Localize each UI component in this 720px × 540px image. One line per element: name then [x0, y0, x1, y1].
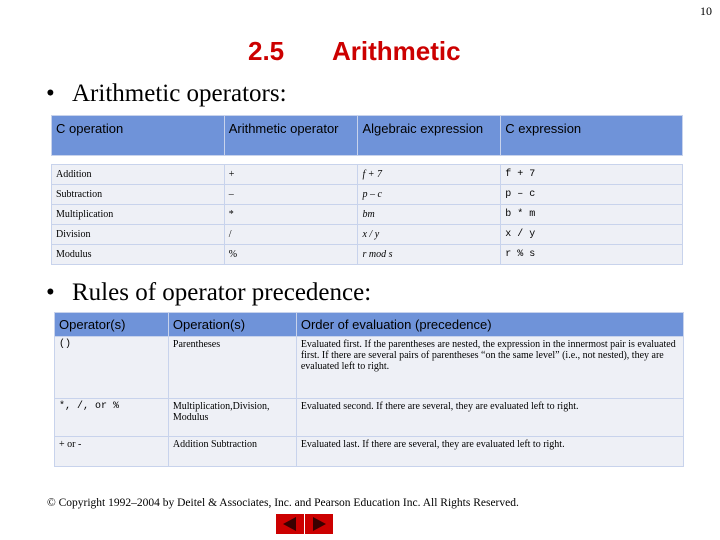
table-cell: Multiplication,Division, Modulus: [168, 399, 296, 437]
table-row: [55, 437, 684, 467]
table-cell: p – c: [358, 185, 501, 205]
column-header: Arithmetic operator: [224, 116, 358, 156]
previous-slide-button[interactable]: [276, 514, 304, 534]
table-cell: Evaluated last. If there are several, they are evaluated left to right.: [296, 437, 683, 467]
column-header: Operation(s): [168, 313, 296, 337]
column-header: Operator(s): [55, 313, 169, 337]
copyright-footer: © Copyright 1992–2004 by Deitel & Associates, Inc. and Pearson Education Inc. All Rights Reserved.: [47, 497, 519, 509]
bullet-dot: •: [46, 80, 55, 107]
table-cell: (): [55, 337, 169, 399]
table-cell: Division: [52, 225, 225, 245]
table-header-row: [55, 313, 684, 337]
column-header: C operation: [52, 116, 225, 156]
table-row: [52, 185, 683, 205]
table-row: [55, 337, 684, 399]
column-header: C expression: [501, 116, 683, 156]
triangle-right-icon: [305, 514, 333, 534]
table-row: [52, 245, 683, 265]
section-title: Arithmetic: [332, 36, 461, 66]
triangle-left-icon: [276, 514, 304, 534]
table-header-row: [52, 116, 683, 156]
bullet-arithmetic-operators: [46, 80, 287, 108]
table-cell: Evaluated second. If there are several, they are evaluated left to right.: [296, 399, 683, 437]
table-cell: f + 7: [501, 165, 683, 185]
table-cell: Parentheses: [168, 337, 296, 399]
table-cell: –: [224, 185, 358, 205]
table-cell: x / y: [501, 225, 683, 245]
column-header: Algebraic expression: [358, 116, 501, 156]
table-row: [52, 225, 683, 245]
table-cell: x / y: [358, 225, 501, 245]
table-cell: +: [224, 165, 358, 185]
next-slide-button[interactable]: [305, 514, 333, 534]
section-number: 2.5: [248, 36, 285, 66]
table-row: [55, 399, 684, 437]
operator-precedence-table: [54, 312, 684, 467]
table-cell: f + 7: [358, 165, 501, 185]
page-number: 10: [700, 4, 712, 18]
arithmetic-operators-table: [51, 115, 683, 265]
table-cell: Evaluated first. If the parentheses are nested, the expression in the innermost pair is evaluated first. If there are several pairs of parentheses “on the same level” (i.e., not nested), they are evaluated left to right.: [296, 337, 683, 399]
table-cell: + or -: [55, 437, 169, 467]
spacer-row: [52, 156, 683, 165]
bullet-dot: •: [46, 279, 55, 306]
table-cell: %: [224, 245, 358, 265]
table-cell: bm: [358, 205, 501, 225]
bullet-operator-precedence: [46, 279, 371, 307]
table-cell: Addition Subtraction: [168, 437, 296, 467]
table-cell: b * m: [501, 205, 683, 225]
table-cell: Multiplication: [52, 205, 225, 225]
table-row: [52, 205, 683, 225]
slide-title: [0, 36, 720, 68]
table-cell: /: [224, 225, 358, 245]
table-row: [52, 165, 683, 185]
table-cell: r mod s: [358, 245, 501, 265]
table-cell: r % s: [501, 245, 683, 265]
column-header: Order of evaluation (precedence): [296, 313, 683, 337]
table-cell: p – c: [501, 185, 683, 205]
bullet-text: Arithmetic operators:: [72, 80, 287, 107]
bullet-text: Rules of operator precedence:: [72, 279, 372, 306]
table-cell: *: [224, 205, 358, 225]
table-cell: Modulus: [52, 245, 225, 265]
table-cell: Addition: [52, 165, 225, 185]
table-cell: *, /, or %: [55, 399, 169, 437]
table-cell: Subtraction: [52, 185, 225, 205]
